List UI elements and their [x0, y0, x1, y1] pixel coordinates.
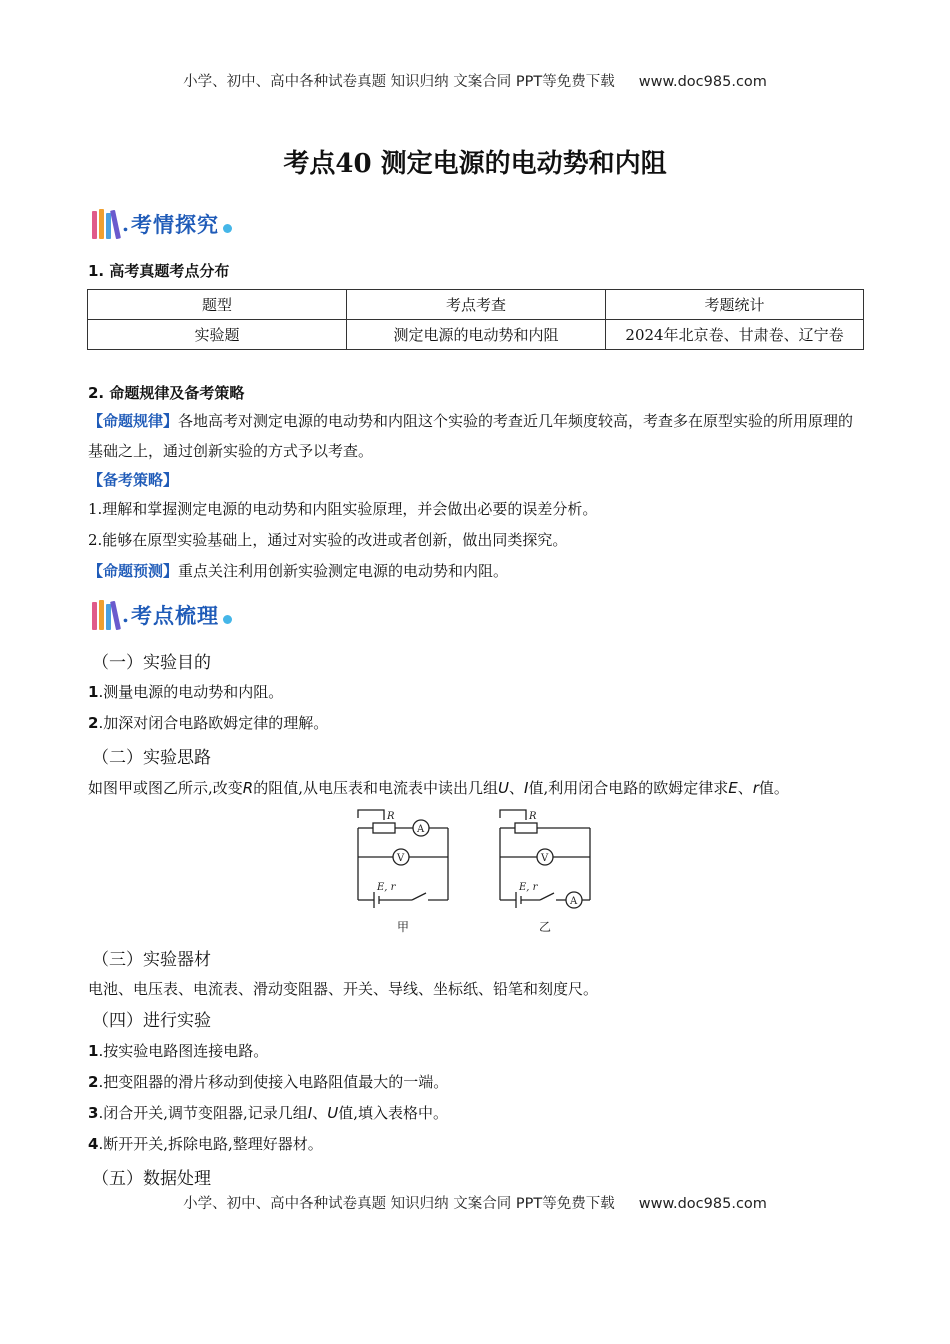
subsection-heading: （三）实验器材: [92, 950, 211, 970]
circuit-diagrams: [340, 800, 620, 940]
list-item: 2.加深对闭合电路欧姆定律的理解。: [88, 714, 329, 732]
footer-url[interactable]: www.doc985.com: [638, 1196, 767, 1212]
label-Er: E, r: [377, 882, 396, 893]
header-url[interactable]: www.doc985.com: [638, 74, 767, 90]
strategy-label: 【备考策略】: [88, 471, 179, 489]
label-R: R: [387, 811, 395, 822]
rule-paragraph: [88, 406, 868, 466]
section-heading: 2. 命题规律及备考策略: [88, 384, 245, 402]
exam-table: [87, 289, 864, 350]
list-item: 1.按实验电路图连接电路。: [88, 1042, 269, 1060]
idea-paragraph: 如图甲或图乙所示,改变R的阻值,从电压表和电流表中读出几组U、I值,利用闭合电路的欧姆定律求E、r值。: [88, 779, 789, 797]
dot-icon: [223, 615, 232, 624]
predict-paragraph: [88, 556, 868, 586]
label-R: R: [529, 811, 537, 822]
predict-text: 重点关注利用创新实验测定电源的电动势和内阻。: [178, 562, 509, 580]
page-title: 考点40 测定电源的电动势和内阻: [283, 149, 667, 179]
label-Er: E, r: [519, 882, 538, 893]
label-A: A: [570, 896, 578, 907]
rule-text: 各地高考对测定电源的电动势和内阻这个实验的考查近几年频度较高，考查多在原型实验的所用原理的基础之上，通过创新实验的方式予以考查。: [88, 412, 854, 460]
page-footer: [0, 1192, 950, 1213]
subsection-heading: （五）数据处理: [92, 1169, 211, 1189]
list-item: 4.断开开关,拆除电路,整理好器材。: [88, 1135, 323, 1153]
subsection-heading: （二）实验思路: [92, 748, 211, 768]
list-item: 2.把变阻器的滑片移动到使接入电路阻值最大的一端。: [88, 1073, 449, 1091]
caption-b: 乙: [539, 920, 552, 934]
table-header-cell: 考题统计: [606, 290, 864, 320]
table-header-cell: 题型: [88, 290, 347, 320]
equipment-text: 电池、电压表、电流表、滑动变阻器、开关、导线、坐标纸、铅笔和刻度尺。: [88, 980, 599, 998]
subsection-heading: （四）进行实验: [92, 1011, 211, 1031]
page-header: [0, 70, 950, 91]
table-header-row: [88, 290, 864, 320]
table-cell: 测定电源的电动势和内阻: [347, 320, 606, 350]
predict-label: 【命题预测】: [88, 562, 179, 580]
caption-a: 甲: [397, 920, 410, 934]
footer-text: 小学、初中、高中各种试卷真题 知识归纳 文案合同 PPT等免费下载: [183, 1196, 615, 1212]
list-item: 1.测量电源的电动势和内阻。: [88, 683, 284, 701]
section-banner-exam: . 考情探究: [92, 207, 232, 241]
label-V: V: [397, 853, 405, 864]
strategy-item: 1.理解和掌握测定电源的电动势和内阻实验原理，并会做出必要的误差分析。: [88, 500, 598, 518]
section-banner-review: . 考点梳理: [92, 598, 232, 632]
section-heading: 1. 高考真题考点分布: [88, 262, 230, 280]
table-cell: 2024年北京卷、甘肃卷、辽宁卷: [606, 320, 864, 350]
dot-icon: [223, 224, 232, 233]
banner-title: 考情探究: [130, 213, 219, 237]
table-row: [88, 320, 864, 350]
books-icon: [92, 600, 118, 630]
header-text: 小学、初中、高中各种试卷真题 知识归纳 文案合同 PPT等免费下载: [183, 74, 615, 90]
label-A: A: [417, 824, 425, 835]
table-cell: 实验题: [88, 320, 347, 350]
subsection-heading: （一）实验目的: [92, 653, 211, 673]
table-header-cell: 考点考查: [347, 290, 606, 320]
rule-label: 【命题规律】: [88, 412, 179, 430]
strategy-item: 2.能够在原型实验基础上，通过对实验的改进或者创新，做出同类探究。: [88, 531, 568, 549]
list-item: 3.闭合开关,调节变阻器,记录几组I、U值,填入表格中。: [88, 1104, 448, 1122]
books-icon: [92, 209, 118, 239]
label-V: V: [541, 853, 549, 864]
banner-title: 考点梳理: [130, 604, 219, 628]
